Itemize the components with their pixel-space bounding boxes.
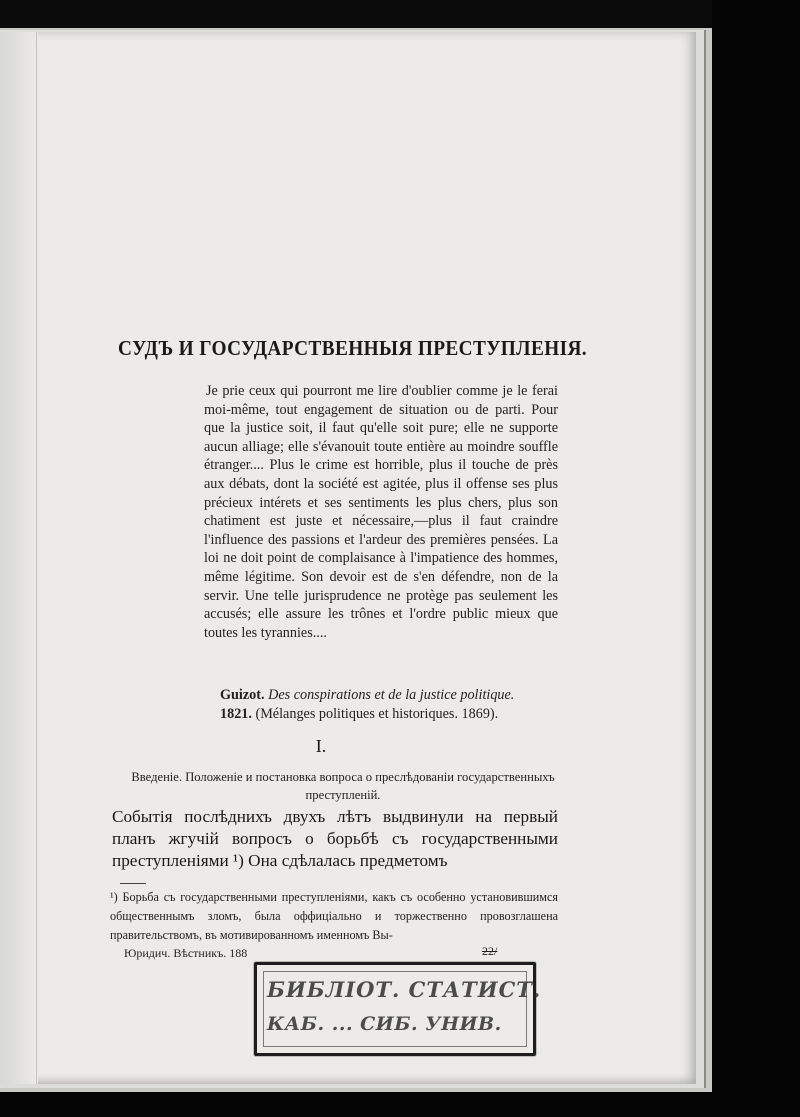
body-paragraph: Событія послѣднихъ двухъ лѣтъ выдвинули на первый планъ жгучій вопросъ о борьбѣ съ государственными преступленіями ¹) Она сдѣлалась предметомъ [112,807,558,870]
library-stamp [254,962,542,1056]
gutter-crease [36,32,37,1084]
attribution-source: (Mélanges politiques et historiques. 1869). [255,705,499,722]
footnote: ¹) Борьба съ государственными преступленіями, какъ съ особенно установившимся общественнымъ зломъ, была оффиціально и торжественно провозглашена правительствомъ, въ мотивированномъ именномъ Вы- [110,890,558,942]
page-footer [124,946,564,961]
scan-background-right [712,0,800,1117]
section-number: I. [315,736,327,756]
binding-gutter [0,32,38,1084]
scan-background-bottom [0,1090,800,1117]
document-title: СУДЪ И ГОСУДАРСТВЕННЫЯ ПРЕСТУПЛЕНІЯ. [118,336,588,360]
epigraph [204,382,558,642]
footnote-rule [120,883,146,884]
footer-page-number: 22/ [482,944,498,958]
attribution-author: Guizot. [220,687,265,703]
stamp-line-1: БИБЛІОТ. СТАТИСТ. [267,977,542,1002]
attribution-year: 1821. [220,705,252,722]
attribution-work: Des conspirations et de la justice politique. [268,687,515,703]
section-heading: Введеніе. Положеніе и постановка вопроса о преслѣдованіи государственныхъ преступленій. [131,770,555,802]
epigraph-attribution [220,686,560,723]
footer-journal: Юридич. Вѣстникъ. 188 [124,946,248,960]
stamp-line-2: КАБ. ... СИБ. УНИВ. [267,1013,502,1035]
attribution-line-2 [220,705,560,724]
epigraph-text: Je prie ceux qui pourront me lire d'oublier comme je le ferai moi-même, tout engagement de situation ou de parti. Pour que la justice soit, il faut qu'elle soit pure; elle ne supporte aucun alliage; elle s'évanouit toute entière au moindre souffle étranger.... Plus le crime est horrible, plus il touche de près aux débats, dont la société est agitée, plus il offense ses plus précieux intérets et ses sentiments les plus chers, plus son chatiment est juste et nécessaire,—plus il faut craindre l'influence des passions et l'ardeur des premières pensées. La loi ne doit point de complaisance à l'impatience des hommes, même légitime. Son devoir est de s'en défendre, non de la servir. Une telle jurisprudence ne protège pas seulement les accusés; elle assure les trônes et l'ordre public mieux que toutes les tyrannies.... [204,383,558,641]
